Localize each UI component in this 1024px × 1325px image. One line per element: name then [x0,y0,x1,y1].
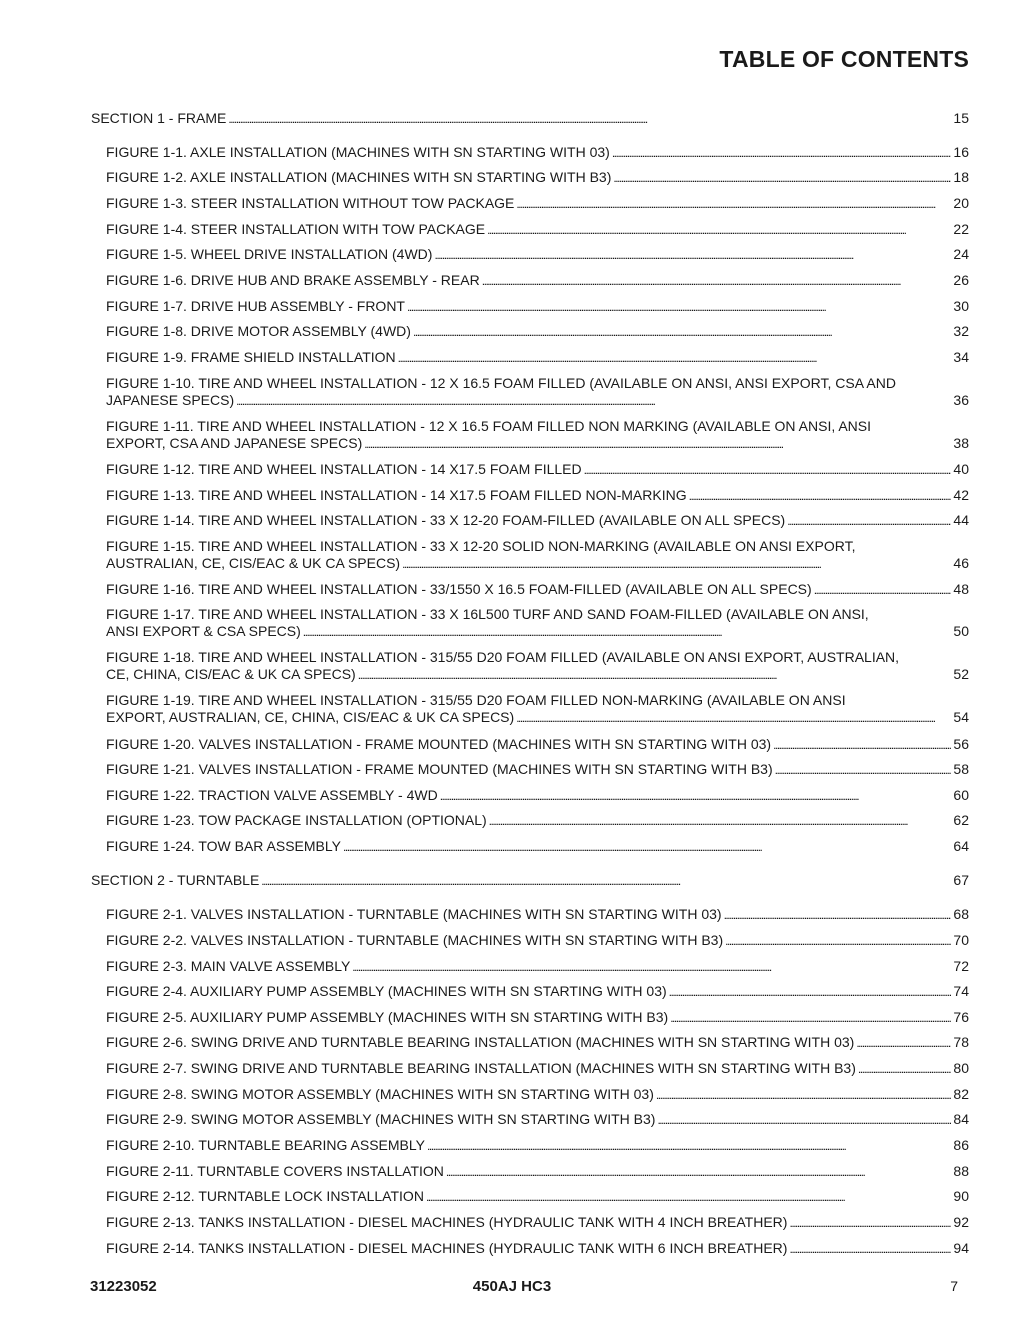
toc-page-number: 44 [953,512,969,528]
toc-entry-title: FIGURE 2-10. TURNTABLE BEARING ASSEMBLY [106,1137,425,1153]
toc-page-number: 80 [953,1060,969,1076]
toc-entry-title: FIGURE 1-10. TIRE AND WHEEL INSTALLATION - 12 X 16.5 FOAM FILLED (AVAILABLE ON ANSI, ANSI EXPORT, CSA AND [106,375,896,391]
toc-page-number: 18 [953,169,969,185]
toc-page-number: 94 [953,1240,969,1256]
toc-figure-entry[interactable] [106,144,969,162]
toc-figure-entry[interactable] [106,1060,969,1078]
dot-leader [724,906,952,924]
toc-entry-title: FIGURE 2-12. TURNTABLE LOCK INSTALLATION [106,1188,424,1204]
page-title: TABLE OF CONTENTS [719,46,969,72]
toc-page-number: 22 [953,221,969,237]
toc-entry-title: ANSI EXPORT & CSA SPECS) [106,623,301,639]
toc-figure-entry[interactable] [106,1240,969,1258]
toc-figure-entry[interactable] [106,487,969,505]
toc-entry-title: FIGURE 1-16. TIRE AND WHEEL INSTALLATION - 33/1550 X 16.5 FOAM-FILLED (AVAILABLE ON ALL SPECS) [106,581,812,597]
dot-leader [489,812,952,830]
dot-leader [789,1240,951,1258]
toc-figure-entry[interactable] [106,418,969,453]
dot-leader [407,298,951,316]
dot-leader [787,512,951,530]
dot-leader [358,666,952,684]
toc-entry-title: FIGURE 2-11. TURNTABLE COVERS INSTALLATION [106,1163,444,1179]
dot-leader [669,983,952,1001]
toc-figure-entry[interactable] [106,838,969,856]
toc-entry-title: FIGURE 1-4. STEER INSTALLATION WITH TOW PACKAGE [106,221,486,237]
toc-page-number: 68 [953,906,969,922]
toc-page-number: 20 [953,195,969,211]
toc-page-number: 78 [953,1034,969,1050]
toc-entry-title: CE, CHINA, CIS/EAC & UK CA SPECS) [106,666,356,682]
toc-figure-entry[interactable] [106,272,969,290]
toc-page-number: 24 [953,246,969,262]
dot-leader [725,932,951,950]
toc-entry-title: FIGURE 2-8. SWING MOTOR ASSEMBLY (MACHINES WITH SN STARTING WITH 03) [106,1086,654,1102]
toc-page-number: 56 [953,736,969,752]
toc-figure-entry[interactable] [106,375,969,410]
dot-leader [434,246,951,264]
dot-leader [446,1163,952,1181]
footer-page-number: 7 [950,1278,958,1294]
toc-figure-entry[interactable] [106,1111,969,1129]
toc-page-number: 42 [953,487,969,503]
dot-leader [656,1086,952,1104]
dot-leader [303,623,952,641]
toc-figure-entry[interactable] [106,298,969,316]
toc-entry-title: FIGURE 1-8. DRIVE MOTOR ASSEMBLY (4WD) [106,323,411,339]
toc-figure-entry[interactable] [106,1137,969,1155]
dot-leader [261,872,951,890]
toc-entry-title: FIGURE 2-14. TANKS INSTALLATION - DIESEL MACHINES (HYDRAULIC TANK WITH 6 INCH BREATHER) [106,1240,788,1256]
toc-figure-entry[interactable] [106,983,969,1001]
toc-page-number: 58 [953,761,969,777]
dot-leader [236,392,951,410]
toc-page-number: 26 [953,272,969,288]
dot-leader [689,487,952,505]
toc-page-number: 70 [953,932,969,948]
toc-entry-title: FIGURE 2-6. SWING DRIVE AND TURNTABLE BEARING INSTALLATION (MACHINES WITH SN STARTING WITH 03) [106,1034,855,1050]
toc-page-number: 72 [953,958,969,974]
toc-figure-entry[interactable] [106,606,969,641]
toc-figure-entry[interactable] [106,736,969,754]
toc-entry-title: SECTION 2 - TURNTABLE [91,872,260,888]
toc-figure-entry[interactable] [106,195,969,213]
dot-leader [858,1060,952,1078]
dot-leader [856,1034,951,1052]
toc-entry-title: FIGURE 1-7. DRIVE HUB ASSEMBLY - FRONT [106,298,405,314]
dot-leader [413,323,951,341]
toc-figure-entry[interactable] [106,581,969,599]
toc-section-entry[interactable] [91,110,969,128]
footer-doc-number: 31223052 [90,1278,157,1295]
toc-figure-entry[interactable] [106,461,969,479]
toc-page-number: 84 [953,1111,969,1127]
toc-entry-title: FIGURE 2-1. VALVES INSTALLATION - TURNTABLE (MACHINES WITH SN STARTING WITH 03) [106,906,722,922]
toc-entry-title: AUSTRALIAN, CE, CIS/EAC & UK CA SPECS) [106,555,401,571]
dot-leader [516,195,951,213]
toc-page-number: 46 [953,555,969,571]
dot-leader [670,1009,951,1027]
toc-entry-title: FIGURE 1-12. TIRE AND WHEEL INSTALLATION - 14 X17.5 FOAM FILLED [106,461,582,477]
toc-entry-title: FIGURE 1-5. WHEEL DRIVE INSTALLATION (4WD) [106,246,433,262]
toc-page-number: 82 [953,1086,969,1102]
dot-leader [612,144,952,162]
toc-figure-entry[interactable] [106,1163,969,1181]
dot-leader [228,110,951,128]
toc-entry-title: FIGURE 1-9. FRAME SHIELD INSTALLATION [106,349,396,365]
dot-leader [487,221,951,239]
toc-page-number: 90 [953,1188,969,1204]
toc-figure-entry[interactable] [106,221,969,239]
toc-figure-entry[interactable] [106,349,969,367]
toc-entry-title: FIGURE 1-11. TIRE AND WHEEL INSTALLATION - 12 X 16.5 FOAM FILLED NON MARKING (AVAILABLE ON ANSI, ANSI [106,418,872,434]
toc-entry-title: FIGURE 1-23. TOW PACKAGE INSTALLATION (OPTIONAL) [106,812,487,828]
toc-entry-title: EXPORT, AUSTRALIAN, CE, CHINA, CIS/EAC & UK CA SPECS) [106,709,515,725]
toc-entry-title: FIGURE 1-14. TIRE AND WHEEL INSTALLATION - 33 X 12-20 FOAM-FILLED (AVAILABLE ON ALL SPECS) [106,512,786,528]
toc-page-number: 76 [953,1009,969,1025]
dot-leader [584,461,952,479]
toc-entry-title: JAPANESE SPECS) [106,392,235,408]
toc-figure-entry[interactable] [106,169,969,187]
toc-page-number: 52 [953,666,969,682]
toc-page-number: 50 [953,623,969,639]
toc-page-number: 30 [953,298,969,314]
dot-leader [613,169,951,187]
toc-page-number: 32 [953,323,969,339]
toc-page-number: 38 [953,435,969,451]
toc-page-number: 86 [953,1137,969,1153]
toc-page-number: 36 [953,392,969,408]
toc-entry-title: FIGURE 1-20. VALVES INSTALLATION - FRAME MOUNTED (MACHINES WITH SN STARTING WITH 03) [106,736,772,752]
toc-entry-title: FIGURE 1-15. TIRE AND WHEEL INSTALLATION - 33 X 12-20 SOLID NON-MARKING (AVAILABLE ON ANSI EXPORT, [106,538,856,554]
dot-leader [364,435,951,453]
toc-page-number: 54 [953,709,969,725]
toc-figure-entry[interactable] [106,958,969,976]
toc-figure-entry[interactable] [106,649,969,684]
dot-leader [402,555,951,573]
toc-entry-title: FIGURE 2-2. VALVES INSTALLATION - TURNTABLE (MACHINES WITH SN STARTING WITH B3) [106,932,724,948]
dot-leader [814,581,952,599]
toc-page-number: 67 [953,872,969,888]
dot-leader [426,1188,951,1206]
toc-entry-title: FIGURE 2-5. AUXILIARY PUMP ASSEMBLY (MACHINES WITH SN STARTING WITH B3) [106,1009,669,1025]
toc-figure-entry[interactable] [106,1086,969,1104]
toc-entry-title: FIGURE 1-22. TRACTION VALVE ASSEMBLY - 4WD [106,787,438,803]
toc-figure-entry[interactable] [106,812,969,830]
toc-section-entry[interactable] [91,872,969,890]
toc-entry-title: FIGURE 1-6. DRIVE HUB AND BRAKE ASSEMBLY - REAR [106,272,480,288]
toc-entry-title: FIGURE 2-3. MAIN VALVE ASSEMBLY [106,958,351,974]
dot-leader [440,787,952,805]
toc-entry-title: EXPORT, CSA AND JAPANESE SPECS) [106,435,363,451]
toc-page-number: 16 [953,144,969,160]
toc-figure-entry[interactable] [106,692,969,727]
toc-entry-title: FIGURE 1-1. AXLE INSTALLATION (MACHINES WITH SN STARTING WITH 03) [106,144,610,160]
toc-entry-title: FIGURE 1-13. TIRE AND WHEEL INSTALLATION - 14 X17.5 FOAM FILLED NON-MARKING [106,487,687,503]
toc-entry-title: FIGURE 1-19. TIRE AND WHEEL INSTALLATION - 315/55 D20 FOAM FILLED NON-MARKING (AVAILABLE ON ANSI [106,692,846,708]
toc-figure-entry[interactable] [106,323,969,341]
toc-figure-entry[interactable] [106,512,969,530]
toc-entry-title: FIGURE 1-17. TIRE AND WHEEL INSTALLATION - 33 X 16L500 TURF AND SAND FOAM-FILLED (AVAILABLE ON ANSI, [106,606,869,622]
dot-leader [427,1137,951,1155]
toc-page-number: 92 [953,1214,969,1230]
toc-page-number: 60 [953,787,969,803]
toc-figure-entry[interactable] [106,1009,969,1027]
toc-entry-title: FIGURE 1-2. AXLE INSTALLATION (MACHINES WITH SN STARTING WITH B3) [106,169,612,185]
toc-entry-title: FIGURE 1-3. STEER INSTALLATION WITHOUT TOW PACKAGE [106,195,515,211]
dot-leader [789,1214,951,1232]
toc-figure-entry[interactable] [106,761,969,779]
toc-entry-title: FIGURE 1-24. TOW BAR ASSEMBLY [106,838,341,854]
dot-leader [773,736,951,754]
toc-figure-entry[interactable] [106,906,969,924]
dot-leader [516,709,951,727]
toc-entry-title: FIGURE 2-7. SWING DRIVE AND TURNTABLE BEARING INSTALLATION (MACHINES WITH SN STARTING WITH B3) [106,1060,856,1076]
toc-page-number: 64 [953,838,969,854]
footer-model: 450AJ HC3 [472,1278,552,1295]
toc-entry-title: FIGURE 2-9. SWING MOTOR ASSEMBLY (MACHINES WITH SN STARTING WITH B3) [106,1111,656,1127]
toc-figure-entry[interactable] [106,787,969,805]
toc-figure-entry[interactable] [106,1214,969,1232]
toc-page-number: 74 [953,983,969,999]
toc-page-number: 40 [953,461,969,477]
toc-figure-entry[interactable] [106,538,969,573]
toc-page-number: 15 [953,110,969,126]
toc-figure-entry[interactable] [106,1188,969,1206]
dot-leader [398,349,952,367]
toc-figure-entry[interactable] [106,932,969,950]
toc-page-number: 48 [953,581,969,597]
toc-page-number: 34 [953,349,969,365]
dot-leader [657,1111,951,1129]
toc-entry-title: FIGURE 1-18. TIRE AND WHEEL INSTALLATION - 315/55 D20 FOAM FILLED (AVAILABLE ON ANSI EXPORT, AUSTRALIAN, [106,649,900,665]
dot-leader [775,761,952,779]
toc-entry-title: FIGURE 2-4. AUXILIARY PUMP ASSEMBLY (MACHINES WITH SN STARTING WITH 03) [106,983,667,999]
toc-figure-entry[interactable] [106,246,969,264]
dot-leader [343,838,951,856]
toc-entry-title: FIGURE 1-21. VALVES INSTALLATION - FRAME MOUNTED (MACHINES WITH SN STARTING WITH B3) [106,761,773,777]
toc-entry-title: FIGURE 2-13. TANKS INSTALLATION - DIESEL MACHINES (HYDRAULIC TANK WITH 4 INCH BREATHER) [106,1214,788,1230]
toc-page-number: 88 [953,1163,969,1179]
toc-entry-title: SECTION 1 - FRAME [91,110,227,126]
dot-leader [482,272,952,290]
dot-leader [352,958,951,976]
toc-figure-entry[interactable] [106,1034,969,1052]
toc-page-number: 62 [953,812,969,828]
